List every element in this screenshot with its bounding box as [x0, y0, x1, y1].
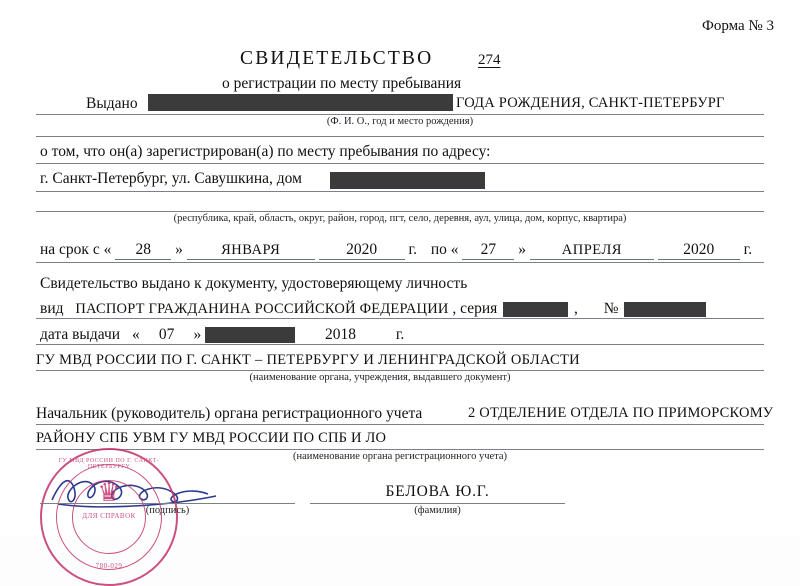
certificate-number: 274	[478, 52, 501, 68]
identity-doc-authority-rule	[36, 370, 764, 371]
stamp-bottom-text: 780-029	[95, 562, 123, 570]
redacted-name-block	[148, 94, 453, 111]
address-value: г. Санкт-Петербург, ул. Савушкина, дом	[40, 170, 302, 187]
term-row	[40, 241, 752, 260]
identity-doc-issue-day: 07	[158, 326, 175, 343]
term-rule	[36, 262, 764, 263]
stamp-middle-text: ДЛЯ СПРАВОК	[82, 512, 136, 520]
term-to-day: 27	[462, 241, 514, 260]
term-quote-close-2: »	[518, 241, 526, 258]
address-rule-middle	[36, 191, 764, 192]
official-stamp	[40, 448, 178, 586]
address-caption: (республика, край, область, округ, район, город, пгт, село, деревня, аул, улица, дом, корпус, квартира)	[173, 213, 627, 224]
term-to-year: 2020	[658, 241, 740, 260]
identity-doc-date-rule	[36, 344, 764, 345]
term-from-day: 28	[115, 241, 171, 260]
identity-doc-authority: ГУ МВД РОССИИ ПО Г. САНКТ – ПЕТЕРБУРГУ И ЛЕНИНГРАДСКОЙ ОБЛАСТИ	[36, 352, 580, 368]
redacted-month-block	[205, 327, 295, 343]
term-po: по	[430, 241, 447, 258]
chief-rule-1	[36, 424, 764, 425]
signer-name-caption: (фамилия)	[414, 505, 461, 516]
signature-rule	[40, 503, 295, 504]
address-rule-bottom	[36, 211, 764, 212]
term-g2: г.	[743, 241, 753, 258]
identity-doc-kind-label: вид	[40, 300, 64, 317]
address-rule-top	[36, 163, 764, 164]
term-quote-open: «	[103, 241, 112, 258]
form-number: Форма № 3	[702, 18, 774, 34]
issued-to-value: ГОДА РОЖДЕНИЯ, САНКТ-ПЕТЕРБУРГ	[456, 95, 725, 111]
page-title: СВИДЕТЕЛЬСТВО	[240, 48, 434, 69]
issued-to-rule	[36, 114, 764, 115]
registration-statement: о том, что он(а) зарегистрирован(а) по месту пребывания по адресу:	[40, 143, 491, 160]
chief-org-line-1: 2 ОТДЕЛЕНИЕ ОТДЕЛА ПО ПРИМОРСКОМУ	[468, 405, 774, 421]
redacted-number-block	[624, 302, 706, 317]
page-subtitle: о регистрации по месту пребывания	[222, 75, 462, 92]
identity-doc-issue-year: 2018	[324, 326, 356, 343]
stamp-top-text: ГУ МВД РОССИИ ПО Г. САНКТ-ПЕТЕРБУРГУ	[58, 458, 160, 470]
term-g1: г.	[408, 241, 417, 258]
identity-doc-kind-rule	[36, 318, 764, 319]
identity-doc-authority-caption: (наименование органа, учреждения, выдавшего документ)	[249, 372, 511, 383]
term-from-year: 2020	[319, 241, 405, 260]
identity-doc-comma: ,	[574, 300, 578, 317]
term-quote-open-2: «	[450, 241, 459, 258]
chief-rule-2	[36, 449, 764, 450]
term-to-month: АПРЕЛЯ	[530, 242, 654, 260]
chief-caption: (наименование органа регистрационного учета)	[292, 451, 508, 462]
identity-doc-intro: Свидетельство выдано к документу, удостоверяющему личность	[40, 275, 468, 292]
blank-rule	[36, 136, 764, 137]
identity-doc-series-label: , серия	[452, 300, 498, 317]
issued-to-label: Выдано	[86, 95, 138, 112]
signer-name: БЕЛОВА Ю.Г.	[385, 483, 490, 500]
identity-doc-date-quote-open: «	[131, 326, 140, 343]
identity-doc-kind-value: ПАСПОРТ ГРАЖДАНИНА РОССИЙСКОЙ ФЕДЕРАЦИИ	[75, 301, 449, 317]
identity-doc-date-g: г.	[395, 326, 405, 343]
term-prefix: на срок с	[40, 241, 100, 258]
identity-doc-kind-row	[40, 300, 708, 318]
coat-of-arms-icon: ♛	[97, 478, 121, 507]
term-quote-close: »	[175, 241, 183, 258]
identity-doc-number-label: №	[603, 300, 619, 317]
redacted-address-block	[330, 172, 485, 189]
chief-org-line-2: РАЙОНУ СПБ УВМ ГУ МВД РОССИИ ПО СПБ И ЛО	[36, 430, 387, 446]
identity-doc-date-row	[40, 326, 404, 344]
signer-name-rule	[310, 503, 565, 504]
term-from-month: ЯНВАРЯ	[187, 242, 315, 260]
chief-label: Начальник (руководитель) органа регистрационного учета	[36, 405, 423, 422]
signature-caption: (подпись)	[145, 505, 190, 516]
issued-to-caption: (Ф. И. О., год и место рождения)	[326, 116, 474, 127]
redacted-series-block	[503, 302, 568, 317]
identity-doc-date-label: дата выдачи	[40, 326, 121, 343]
identity-doc-date-quote-close: »	[193, 326, 202, 343]
